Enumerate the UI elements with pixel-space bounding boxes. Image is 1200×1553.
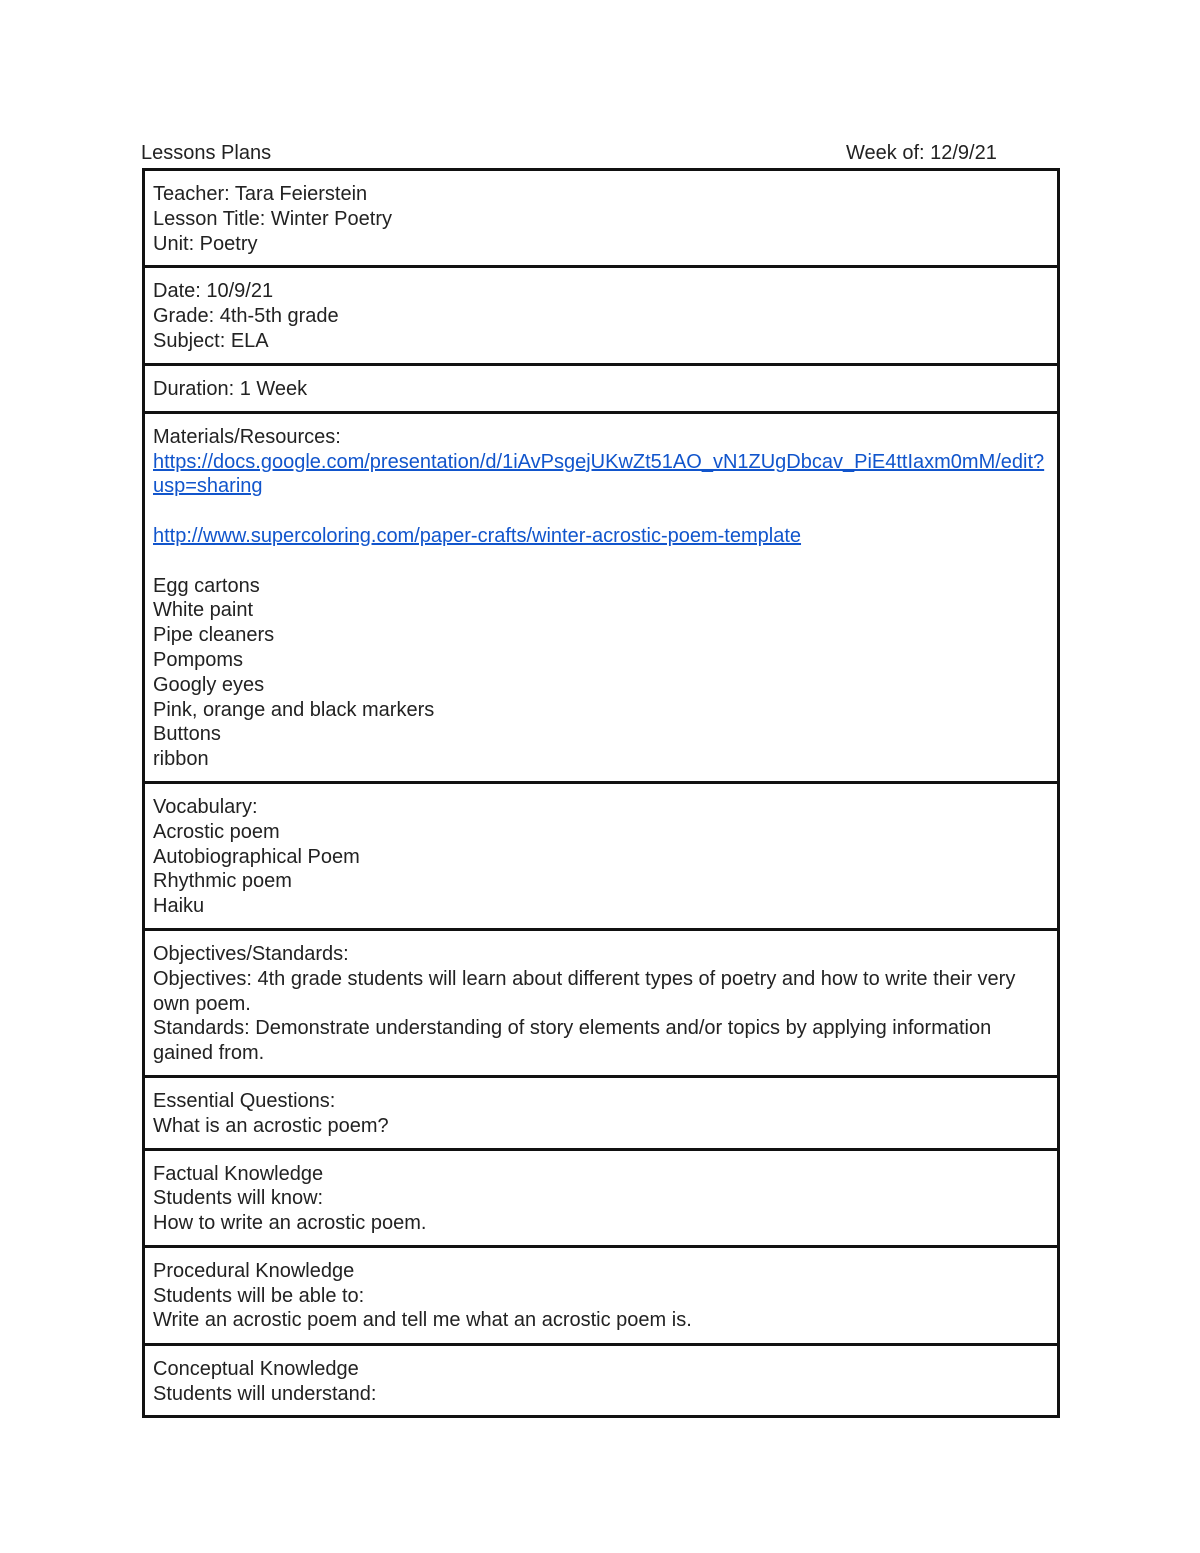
conceptual-knowledge-cell: [144, 1344, 1059, 1417]
material-item: Pipe cleaners: [153, 624, 275, 647]
factual-knowledge-row: [144, 1149, 1059, 1246]
conceptual-knowledge-prompt: Students will understand:: [153, 1382, 377, 1405]
vocabulary-row: [144, 782, 1059, 929]
vocabulary-item: Haiku: [153, 895, 205, 918]
objectives-row: [144, 929, 1059, 1076]
spacer: [153, 549, 1049, 574]
vocabulary-item: Acrostic poem: [153, 820, 280, 843]
duration-cell: [144, 364, 1059, 412]
material-item: White paint: [153, 599, 254, 622]
grade: Grade: 4th-5th grade: [153, 305, 339, 328]
materials-row: [144, 412, 1059, 782]
details-row: [144, 267, 1059, 364]
essential-questions-heading: Essential Questions:: [153, 1089, 336, 1112]
materials-heading: Materials/Resources:: [153, 425, 341, 448]
essential-questions-row: [144, 1076, 1059, 1149]
material-item: Egg cartons: [153, 574, 260, 597]
objectives-heading: Objectives/Standards:: [153, 942, 349, 965]
details-cell: [144, 267, 1059, 364]
vocabulary-heading: Vocabulary:: [153, 795, 258, 818]
factual-knowledge-text: How to write an acrostic poem.: [153, 1212, 427, 1235]
material-item: Pink, orange and black markers: [153, 698, 435, 721]
slides-link[interactable]: https://docs.google.com/presentation/d/1iAvPsgejUKwZt51AO_vN1ZUgDbcav_PiE4ttIaxm0mM/edit?usp=sharing: [153, 450, 1045, 498]
essential-question: What is an acrostic poem?: [153, 1114, 389, 1137]
material-item: ribbon: [153, 748, 209, 771]
procedural-knowledge-row: [144, 1246, 1059, 1344]
teacher-row: [144, 170, 1059, 267]
date: Date: 10/9/21: [153, 280, 274, 303]
lesson-title: Lesson Title: Winter Poetry: [153, 207, 392, 230]
vocabulary-cell: [144, 782, 1059, 929]
essential-questions-cell: [144, 1076, 1059, 1149]
unit: Unit: Poetry: [153, 232, 258, 255]
supercoloring-link[interactable]: http://www.supercoloring.com/paper-crafts/winter-acrostic-poem-template: [153, 524, 802, 547]
vocabulary-item: Rhythmic poem: [153, 870, 292, 893]
duration: Duration: 1 Week: [153, 377, 308, 400]
factual-knowledge-heading: Factual Knowledge: [153, 1162, 324, 1185]
factual-knowledge-prompt: Students will know:: [153, 1187, 324, 1210]
subject: Subject: ELA: [153, 329, 269, 352]
material-item: Pompoms: [153, 648, 244, 671]
material-item: Buttons: [153, 723, 221, 746]
objectives-cell: [144, 929, 1059, 1076]
factual-knowledge-cell: [144, 1149, 1059, 1246]
spacer: [153, 499, 1049, 524]
standards-text: Standards: Demonstrate understanding of story elements and/or topics by applying information gained from.: [153, 1017, 992, 1065]
vocabulary-item: Autobiographical Poem: [153, 845, 360, 868]
material-item: Googly eyes: [153, 673, 265, 696]
conceptual-knowledge-heading: Conceptual Knowledge: [153, 1357, 359, 1380]
conceptual-knowledge-row: [144, 1344, 1059, 1417]
procedural-knowledge-heading: Procedural Knowledge: [153, 1259, 355, 1282]
materials-cell: [144, 412, 1059, 782]
teacher-name: Teacher: Tara Feierstein: [153, 183, 368, 205]
procedural-knowledge-text: Write an acrostic poem and tell me what an acrostic poem is.: [153, 1309, 692, 1332]
week-of: Week of: 12/9/21: [846, 142, 997, 164]
lesson-plan-table: [142, 168, 1060, 1418]
procedural-knowledge-cell: [144, 1246, 1059, 1344]
teacher-cell: [144, 170, 1059, 267]
page-title: Lessons Plans: [141, 142, 272, 164]
objectives-text: Objectives: 4th grade students will learn about different types of poetry and how to write their very own poem.: [153, 967, 1016, 1015]
procedural-knowledge-prompt: Students will be able to:: [153, 1284, 365, 1307]
duration-row: [144, 364, 1059, 412]
